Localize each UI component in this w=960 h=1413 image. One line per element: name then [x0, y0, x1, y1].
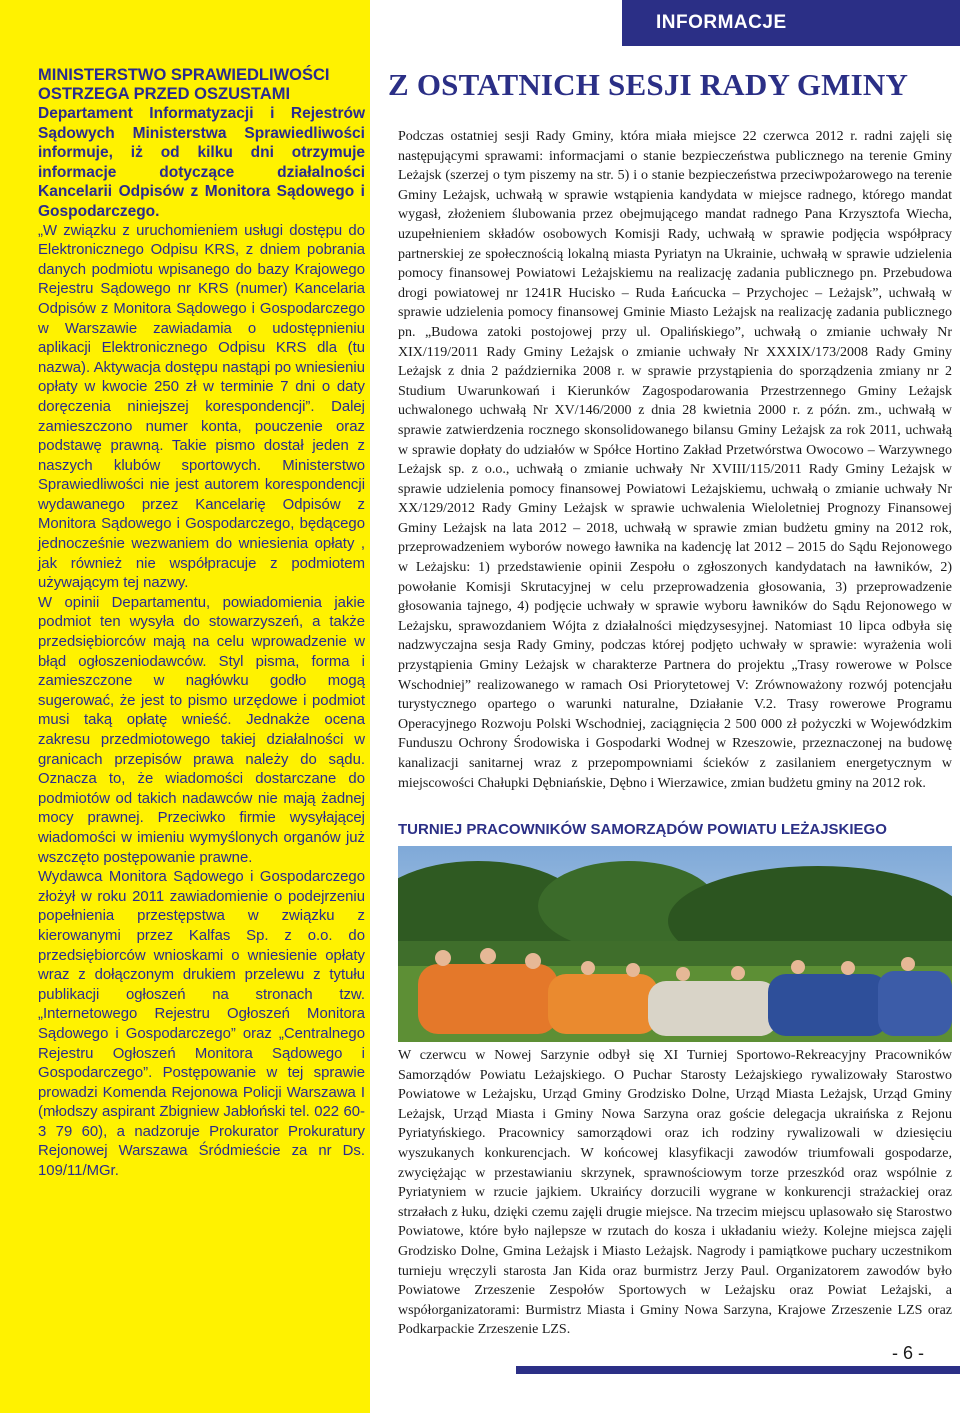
- tournament-group-photo: [398, 846, 952, 1042]
- article-tournament-body: W czerwcu w Nowej Sarzynie odbył się XI Turniej Sportowo-Rekreacyjny Pracowników Samorządów Powiatu Leżajskiego. O Puchar Starosty Leżajskiego rywalizowały Starostwo Powiatowe w Leżajsku, Urząd Gminy Grodzisko Dolne, Urząd Miasta Leżajsk, Urząd Gminy Leżajsk, Urząd Miasta i Gminy Nowa Sarzyna oraz goście delegacja ukraińska z Rejonu Pyriatyńskiego. Pracownicy samorządowi oraz ich rodziny rywalizowali w dziesięciu wyszukanych konkurencjach. W końcowej klasyfikacji zawodów triumfowali gospodarze, zwyciężając w przestawianiu skrzynek, sprawnościowym torze przeszkód oraz wspólnie z Pyriatyniem w rzucie jajkiem. Ukraińcy dorzucili wygrane w konkurencji strażackiej oraz strzałach z łuku, dzięki czemu zajęli drugie miejsce. Na trzecim miejscu uplasowało się Starostwo Powiatowe, które było najlepsze w rzutach do kosza i układaniu wieży. Kolejne miejsca zajęli Grodzisko Dolne, Gmina Leżajsk i Miasto Leżajsk. Nagrody i pamiątkowe puchary uczestnikom turnieju wręczyli starosta Jan Kida oraz burmistrz Jerzy Paul. Organizatorem zawodów było Powiatowe Zrzeszenie Zespołów Sportowych w Leżajsku oraz Powiat Leżajski, a współorganizatorami: Burmistrz Miasta i Gminy Nowa Sarzyna, Krajowe Zrzeszenie LZS oraz Podkarpackie Zrzeszenie LZS.: [398, 1048, 952, 1338]
- sidebar-title: [38, 66, 365, 104]
- sidebar-title-line2: OSTRZEGA PRZED OSZUSTAMI: [38, 85, 291, 103]
- tournament-subheadline: TURNIEJ PRACOWNIKÓW SAMORZĄDÓW POWIATU LEŻAJSKIEGO: [398, 821, 887, 838]
- footer-rule: [516, 1366, 960, 1374]
- main-headline: Z OSTATNICH SESJI RADY GMINY: [388, 67, 909, 102]
- sidebar-paragraph-3: Wydawca Monitora Sądowego i Gospodarczego złożył w roku 2011 zawiadomienie o podejrzeniu popełnienia przestępstwa w związku z kierowanymi przez Kalfas Sp. z o.o. do przedsiębiorców wnioskami o wniesienie opłaty wraz z dołączonym drukiem przelewu z tytułu publikacji ogłoszeń na stronach tzw. „Internetowego Rejestru Ogłoszeń Monitora Sądowego i Gospodarczego” oraz „Centralnego Rejestru Ogłoszeń Monitora Sądowego i Gospodarczego”. Postępowanie w tej sprawie prowadzi Komenda Rejonowa Policji Warszawa I (młodszy aspirant Zbigniew Jabłoński tel. 022 60-3 79 60), a nadzoruje Prokurator Prokuratury Rejonowej Warszawa Śródmieście za nr Ds. 109/11/MGr.: [38, 869, 365, 1180]
- sidebar-lead: Departament Informatyzacji i Rejestrów Sądowych Ministerstwa Sprawiedliwości informuje, iż od kilku dni otrzymuje informacje dotyczące działalności Kancelarii Odpisów z Monitora Sądowego i Gospodarczego.: [38, 105, 365, 220]
- article-session-body: Podczas ostatniej sesji Rady Gminy, która miała miejsce 22 czerwca 2012 r. radni zajęli się następującymi sprawami: informacjami o stanie bezpieczeństwa publicznego na terenie Gminy Leżajsk (szerzej o tym piszemy na str. 5) i o stanie bezpieczeństwa przeciwpożarowego na terenie Gminy Leżajsk, uchwałą w sprawie wstąpienia kandydata w miejsce radnego, którego mandat wygasł, złożeniem ślubowania przez obejmującego mandat radnego Pana Krzysztofa Wiecha, uzupełnieniem składów osobowych Komisji Rady, uchwałą w sprawie podjęcia współpracy partnerskiej ze społecznością lokalną miasta Pyriatyn na Ukrainie, uchwałą w sprawie udzielenia pomocy finansowej Powiatowi Leżajskiemu na realizację zadania publicznego pn. Przebudowa drogi powiatowej nr 1241R Hucisko – Ruda Łańcucka – Przychojec – Leżajsk”, uchwałą w sprawie udzielenia pomocy finansowej Gminie Miasto Leżajsk na realizację zadania publicznego pn. „Budowa zatoki postojowej przy ul. Opalińskiego”, uchwałą o zmianie uchwały Nr XIX/119/2011 Rady Gminy Leżajsk o zmianie uchwały Nr XXXIX/173/2008 Rady Gminy Leżajsk z dnia 2 października 2008 r. w sprawie przystąpienia do sporządzenia zmiany nr 2 Studium Uwarunkowań i Kierunków Zagospodarowania Przestrzennego Gminy Leżajsk uchwalonego uchwałą Nr XV/146/2000 z dnia 28 kwietnia 2000 r. z późn. zm., uchwałą w sprawie zatwierdzenia rocznego skonsolidowanego bilansu Gminy Leżajsk za rok 2011, uchwałą w sprawie dopłaty do udziałów w Spółce Hortino Zakład Przetwórstwa Owocowo – Warzywnego Leżajsk sp. z o.o., uchwałą o zmianie uchwały Nr XVIII/115/2011 Rady Gminy Leżajsk w sprawie udzielenia pomocy finansowej Powiatowi Leżajskiemu, uchwałą o zmianie uchwały Nr XX/129/2012 Rady Gminy Leżajsk w sprawie uchwalenia Wieloletniej Prognozy Finansowej Gminy Leżajsk na lata 2012 – 2018, uchwałą w sprawie zmian budżetu gminy na 2012 rok, przeprowadzeniem wyborów nowego ławnika na kadencję lat 2012 – 2015 do Sądu Rejonowego w Leżajsku: 1) przedstawienie opinii Zespołu o zgłoszonych kandydatach na ławników, 2) powołanie Komisji Skrutacyjnej w celu przeprowadzenia głosowania, 3) przeprowadzenie głosowania tajnego, 4) podjęcie uchwały w sprawie wyboru ławników do Sądu Rejonowego w Leżajsku, sprawozdaniem Wójta z działalności międzysesyjnej. Natomiast 10 lipca odbyła się nadzwyczajna sesja Rady Gminy, podczas której podjęto uchwały w sprawie: wyrażenia woli przystąpienia Gminy Leżajsk w charakterze Partnera do projektu „Trasy rowerowe w Polsce Wschodniej” realizowanego w ramach Osi Priorytetowej V: Zrównoważony rozwój potencjału turystycznego opartego o warunki naturalne, Działanie V.2. Trasy rowerowe Programu Operacyjnego Rozwoju Polski Wschodniej, zaciągnięcia 2 500 000 zł pożyczki w Wojewódzkim Funduszu Ochrony Środowiska i Gospodarki Wodnej w Rzeszowie, przeznaczonej na budowę kanalizacji sanitarnej wraz z przepompowniami ścieków z zasilaniem energetycznym w miejscowości Chałupki Dębniańskie, Dębno i Wierzawice, zmian budżetu gminy na 2012 rok.: [398, 129, 952, 791]
- sidebar-panel: [0, 0, 370, 1413]
- sidebar-title-line1: MINISTERSTWO SPRAWIEDLIWOŚCI: [38, 66, 330, 84]
- section-tab: INFORMACJE: [622, 0, 960, 46]
- page-number: - 6 -: [892, 1343, 925, 1363]
- sidebar-paragraph-1: „W związku z uruchomieniem usługi dostępu do Elektronicznego Odpisu KRS, z dniem pobrania danych podmiotu wpisanego do bazy Krajowego Rejestru Sądowego nr KRS (numer) Kancelaria Odpisów z Monitora Sądowego i Gospodarczego w Warszawie zawiadamia o udostępnieniu aplikacji Elektronicznego Odpisu KRS dla (tu nazwa). Aktywacja dostępu nastąpi po wniesieniu opłaty w kwocie 250 zł w terminie 7 dni o daty doręczenia niniejszej korespondencji”. Dalej zamieszczono numer konta, pouczenie oraz podstawę prawną. Takie pismo dostał jeden z naszych klubów sportowych. Ministerstwo Sprawiedliwości nie jest autorem korespondencji wydawanego przez Kancelarię Odpisów z Monitora Sądowego i Gospodarczego, będącego jednocześnie wezwaniem do wniesienia opłaty , jak również nie współpracuje z podmiotem używającym tej nazwy.: [38, 222, 365, 592]
- sidebar-paragraph-2: W opinii Departamentu, powiadomienia jakie podmiot ten wysyła do stowarzyszeń, a także przedsiębiorców mają na celu wprowadzenie w błąd ogłoszeniodawców. Styl pisma, forma i zamieszczone w nagłówku godło mogą sugerować, że jest to pismo urzędowe i podmiot musi taką opłatę wnieść. Jednakże ocena zakresu przedmiotowego takiej działalności w granicach przepisów prawa należy do sądu. Oznacza to, że wiadomości dostarczane do podmiotów od takich nadawców nie mają żadnej mocy prawnej. Przeciwko firmie wysyłającej wiadomości w imieniu wymyślonych organów już wszczęto postępowanie prawne.: [38, 594, 365, 866]
- sidebar-article: [38, 66, 365, 1182]
